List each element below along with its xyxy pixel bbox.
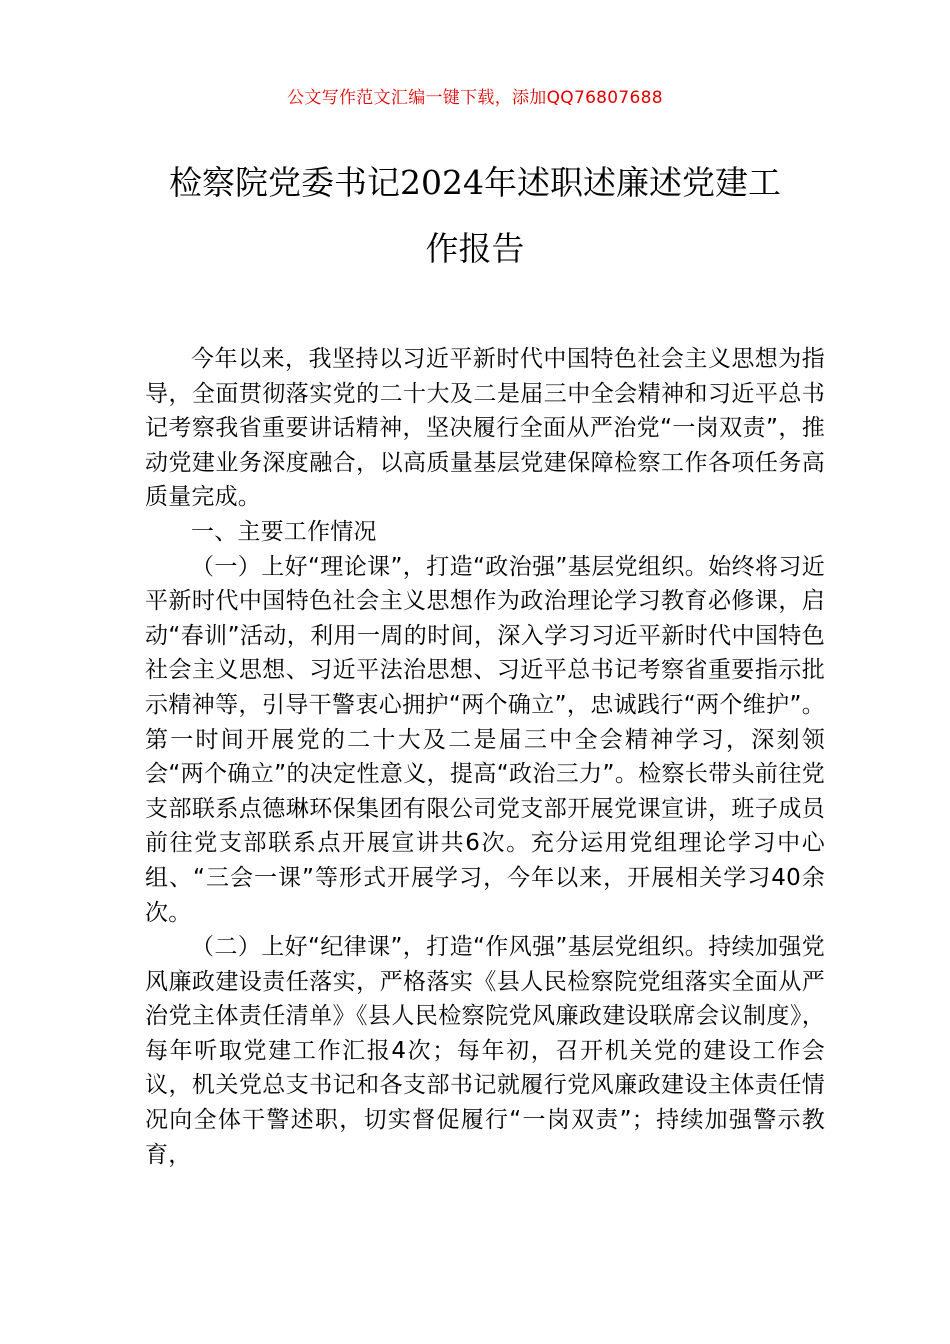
paragraph-section-2: （二）上好“纪律课”，打造“作风强”基层党组织。持续加强党风廉政建设责任落实，严格落实《县人民检察院党组落实全面从严治党主体责任清单》《县人民检察院党风廉政建设联席会议制度》，每年听取党建工作汇报4次；每年初，召开机关党的建设工作会议，机关党总支书记和各支部书记就履行党风廉政建设主体责任情况向全体干警述职，切实督促履行“一岗双责”；持续加强警示教育， bbox=[145, 934, 825, 1168]
section-heading: 一、主要工作情况 bbox=[191, 518, 377, 545]
document-body bbox=[145, 342, 825, 1172]
download-banner: 公文写作范文汇编一键下载，添加QQ76807688 bbox=[287, 88, 663, 108]
title-line-1: 检察院党委书记2024年述职述廉述党建工 bbox=[169, 163, 781, 202]
title-line-2: 作报告 bbox=[425, 229, 525, 268]
paragraph-intro: 今年以来，我坚持以习近平新时代中国特色社会主义思想为指导，全面贯彻落实党的二十大及二是届三中全会精神和习近平总书记考察我省重要讲话精神，坚决履行全面从严治党“一岗双责”，推动党建业务深度融合，以高质量基层党建保障检察工作各项任务高质量完成。 bbox=[145, 346, 825, 511]
paragraph-section-1: （一）上好“理论课”，打造“政治强”基层党组织。始终将习近平新时代中国特色社会主义思想作为政治理论学习教育必修课，启动“春训”活动，利用一周的时间，深入学习习近平新时代中国特色社会主义思想、习近平法治思想、习近平总书记考察省重要指示批示精神等，引导干警衷心拥护“两个确立”，忠诚践行“两个维护”。第一时间开展党的二十大及二是届三中全会精神学习，深刻领会“两个确立”的决定性意义，提高“政治三力”。检察长带头前往党支部联系点德琳环保集团有限公司党支部开展党课宣讲，班子成员前往党支部联系点开展宣讲共6次。充分运用党组理论学习中心组、“三会一课”等形式开展学习，今年以来，开展相关学习40余次。 bbox=[145, 553, 825, 926]
document-title bbox=[120, 150, 830, 282]
